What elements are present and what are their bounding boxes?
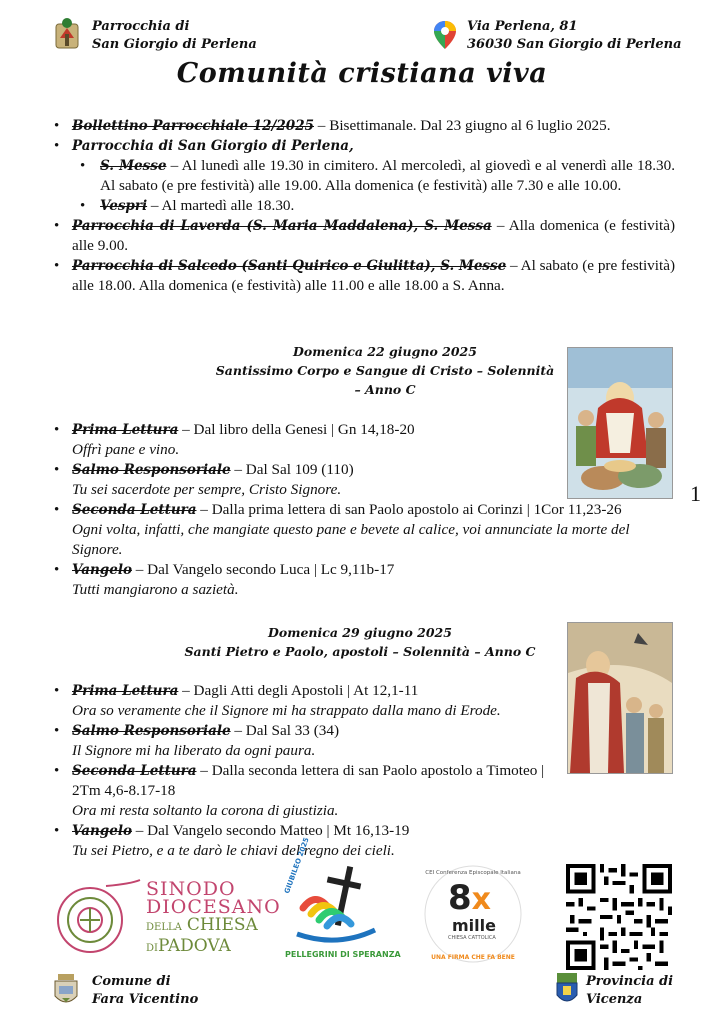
reading-label: Seconda Lettura xyxy=(72,502,197,518)
list-item xyxy=(50,256,675,296)
reading-ref: – Dalla prima lettera di san Paolo apostolo ai Corinzi | 1Cor 11,23-26 xyxy=(196,501,622,518)
reading-item xyxy=(50,721,675,761)
giubileo-bottom-text: PELLEGRINI DI SPERANZA xyxy=(285,950,401,959)
otto-mark xyxy=(448,878,508,918)
reading-label: Prima Lettura xyxy=(72,422,179,438)
sunday1-date: Domenica 22 giugno 2025 xyxy=(293,344,477,359)
reading-quote: Tu sei Pietro, e a te darò le chiavi del regno dei cieli. xyxy=(72,842,395,859)
masses-text: – Al lunedì alle 19.30 in cimitero. Al mercoledì, al giovedì e al venerdì alle 18.30. Al sabato (e pre festività) alle 19.00. Alla domenica (e festività) alle 7.30 e alle 10.00. xyxy=(100,157,675,194)
reading-quote: Tutti mangiarono a sazietà. xyxy=(72,581,239,598)
sunday2-feast-line1: Santi Pietro e Paolo, apostoli – Solennità – Anno C xyxy=(184,644,536,659)
reading-quote: Ora so veramente che il Signore mi ha strappato dalla mano di Erode. xyxy=(72,702,501,719)
address-line2: 36030 San Giorgio di Perlena xyxy=(467,37,682,52)
reading-label: Prima Lettura xyxy=(72,683,179,699)
parish-line1: Parrocchia di xyxy=(92,19,190,34)
reading-ref: – Dal Vangelo secondo Luca | Lc 9,11b-17 xyxy=(131,561,395,578)
reading-label: Salmo Responsoriale xyxy=(72,462,231,478)
comune-caption xyxy=(92,973,198,1009)
reading-item xyxy=(50,761,675,821)
giubileo-top-text: GIUBILEO 2025 xyxy=(283,836,311,895)
sinodo-line2: DIOCESANO xyxy=(146,896,281,918)
sinodo-line3b: CHIESA xyxy=(186,915,258,935)
reading-item xyxy=(50,821,675,861)
salcedo-label: Parrocchia di Salcedo (Santi Quirico e Giulitta), S. Messe xyxy=(72,258,507,274)
sinodo-wordmark xyxy=(146,880,281,958)
sinodo-line4 xyxy=(146,937,281,958)
otto-eight: 8 xyxy=(448,878,472,918)
qr-code[interactable] xyxy=(566,864,672,970)
giubileo-logo xyxy=(283,836,401,970)
sunday1-feast-line1: Santissimo Corpo e Sangue di Cristo – Solennità xyxy=(215,363,555,378)
provincia-caption xyxy=(586,973,673,1009)
giubileo-emblem-icon xyxy=(283,862,389,952)
reading-quote: Il Signore mi ha liberato da ogni paura. xyxy=(72,742,316,759)
reading-item xyxy=(50,460,675,500)
vespers-label: Vespri xyxy=(100,198,148,214)
parish-crest-icon xyxy=(52,16,82,50)
sinodo-line4a: DI xyxy=(146,943,158,954)
parish-name xyxy=(92,18,257,54)
provincia-line1: Provincia di xyxy=(586,974,674,989)
reading-ref: – Dal libro della Genesi | Gn 14,18-20 xyxy=(178,421,415,438)
sinodo-emblem-icon xyxy=(52,878,142,956)
provincia-line2: Vicenza xyxy=(586,992,643,1007)
reading-item xyxy=(50,500,675,560)
provincia-crest-icon xyxy=(553,971,581,1007)
otto-chiesa: CHIESA CATTOLICA xyxy=(448,935,496,941)
sunday2-date: Domenica 29 giugno 2025 xyxy=(268,625,452,640)
reading-ref: – Dalla seconda lettera di san Paolo apostolo a Timoteo | 2Tm 4,6-8.17-18 xyxy=(72,762,545,799)
masses-label: S. Messe xyxy=(100,158,167,174)
reading-item xyxy=(50,560,675,600)
sinodo-line1: SINODO xyxy=(146,878,236,900)
reading-label: Vangelo xyxy=(72,823,132,839)
sunday2-readings xyxy=(50,681,675,861)
bulletin-text: – Bisettimanale. Dal 23 giugno al 6 luglio 2025. xyxy=(314,117,611,134)
reading-label: Seconda Lettura xyxy=(72,763,197,779)
map-pin-icon xyxy=(433,20,457,50)
comune-line1: Comune di xyxy=(92,974,171,989)
reading-quote: Ogni volta, infatti, che mangiate questo pane e bevete al calice, voi annunciate la morte del Signore. xyxy=(72,521,630,558)
list-item xyxy=(50,116,675,136)
list-item xyxy=(100,156,675,196)
salcedo-text: – Al sabato (e pre festività) alle 18.00. Alla domenica (e festività) alle 11.00 e alle 18.00 a S. Anna. xyxy=(72,257,675,294)
sinodo-logo xyxy=(52,878,281,956)
parish-label: Parrocchia di San Giorgio di Perlena, xyxy=(72,138,354,154)
comune-crest-icon xyxy=(52,974,80,1008)
sunday1-heading xyxy=(200,342,570,399)
parish-address xyxy=(467,18,682,54)
otto-mille: mille xyxy=(452,916,496,935)
reading-ref: – Dal Sal 109 (110) xyxy=(230,461,354,478)
vespers-text: – Al martedì alle 18.30. xyxy=(147,197,295,214)
otto-x: x xyxy=(471,882,492,917)
otto-per-mille-logo xyxy=(418,862,528,970)
page-title: Comunità cristiana viva xyxy=(176,58,548,89)
laverda-text: – Alla domenica (e festività) alle 9.00. xyxy=(72,217,675,254)
reading-quote: Tu sei sacerdote per sempre, Cristo Signore. xyxy=(72,481,342,498)
parish-line2: San Giorgio di Perlena xyxy=(92,37,257,52)
sinodo-line4b: PADOVA xyxy=(157,936,231,956)
reading-ref: – Dagli Atti degli Apostoli | At 12,1-11 xyxy=(178,682,419,699)
reading-label: Salmo Responsoriale xyxy=(72,723,231,739)
reading-quote: Ora mi resta soltanto la corona di giustizia. xyxy=(72,802,339,819)
address-line1: Via Perlena, 81 xyxy=(467,19,578,34)
sunday2-heading xyxy=(160,623,560,661)
bulletin-label: Bollettino Parrocchiale 12/2025 xyxy=(72,118,314,134)
reading-ref: – Dal Sal 33 (34) xyxy=(230,722,339,739)
parish-info xyxy=(50,116,675,296)
sinodo-line3a: DELLA xyxy=(146,922,182,933)
otto-slogan: UNA FIRMA CHE FA BENE xyxy=(431,954,515,961)
list-item xyxy=(50,216,675,256)
laverda-label: Parrocchia di Laverda (S. Maria Maddalena), S. Messa xyxy=(72,218,492,234)
reading-item xyxy=(50,420,675,460)
sunday1-readings xyxy=(50,420,675,600)
page-number: 1 xyxy=(690,481,701,506)
list-item xyxy=(100,196,675,216)
reading-item xyxy=(50,681,675,721)
sunday1-feast-line2: – Anno C xyxy=(354,382,416,397)
reading-ref: – Dal Vangelo secondo Matteo | Mt 16,13-19 xyxy=(131,822,410,839)
cei-text: CEI Conferenza Episcopale Italiana xyxy=(425,870,521,876)
reading-label: Vangelo xyxy=(72,562,132,578)
reading-quote: Offrì pane e vino. xyxy=(72,441,180,458)
list-item xyxy=(50,136,675,156)
comune-line2: Fara Vicentino xyxy=(92,992,199,1007)
sinodo-line3 xyxy=(146,916,281,937)
